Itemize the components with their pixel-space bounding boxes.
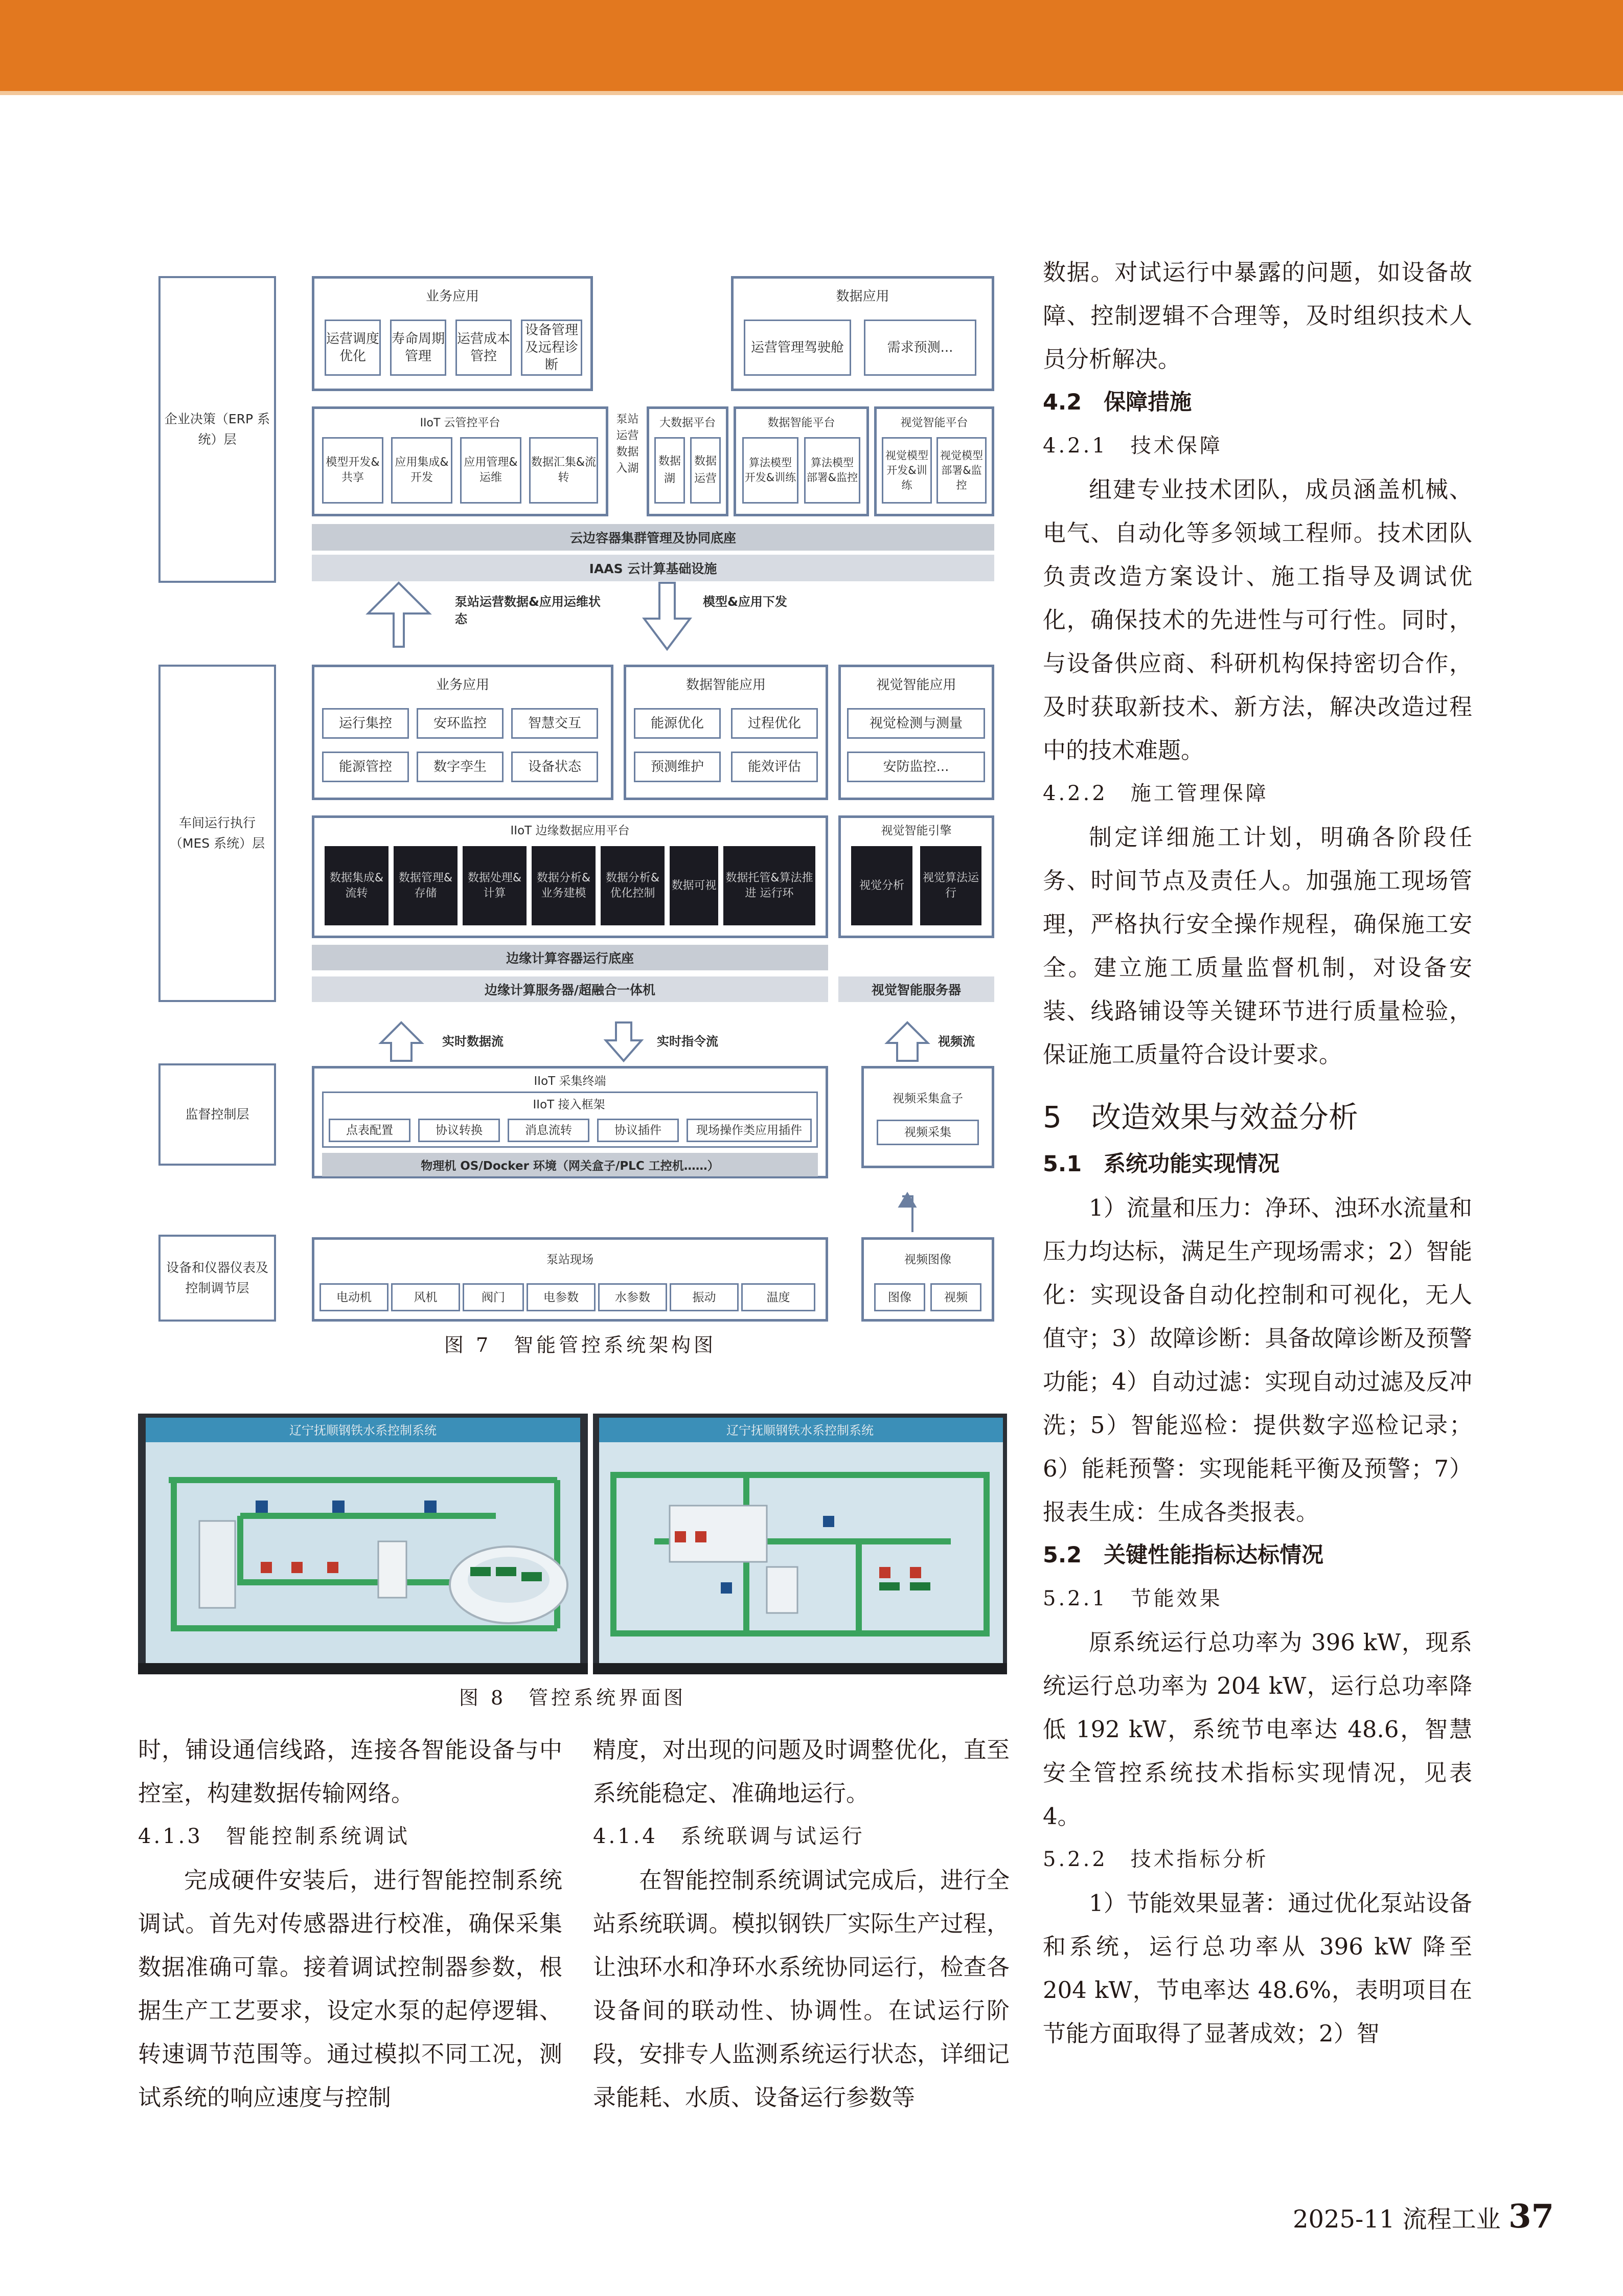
mes-vision-group: 视觉智能应用 视觉检测与测量 安防监控... xyxy=(838,665,994,800)
left-para-cont: 时，铺设通信线路，连接各智能设备与中控室，构建数据传输网络。 xyxy=(138,1736,562,1807)
sup-video-box: 视频采集盒子 视频采集 xyxy=(861,1066,994,1168)
field-video-image: 视频图像 图像 视频 xyxy=(861,1237,994,1322)
erp-data-intelligence: 数据智能平台 算法模型开发&训练 算法模型部署&监控 xyxy=(734,406,869,516)
erp-bigdata: 大数据平台 数据湖 数据运营 xyxy=(647,406,728,516)
mes-vision-engine: 视觉智能引擎 视觉分析 视觉算法运行 xyxy=(838,815,994,938)
mes-bar-edge-server: 边缘计算服务器/超融合一体机 xyxy=(312,976,828,1002)
hmi-title-left: 辽宁抚顺钢铁水系控制系统 xyxy=(289,1423,437,1438)
left-bottom-column xyxy=(138,1728,562,2119)
heading-5-2-2: 5.2.2 技术指标分析 xyxy=(1043,1848,1269,1871)
para-5-2-2: 1）节能效果显著：通过优化泵站设备和系统，运行总功率从 396 kW 降至 204 kW，节电率达 48.6%，表明项目在节能方面取得了显著成效；2）智 xyxy=(1043,1890,1472,2047)
mes-bar-vision-server: 视觉智能服务器 xyxy=(838,976,994,1002)
footer-journal: 流程工业 xyxy=(1402,2205,1501,2234)
sup-iiot-terminal: IIoT 采集终端 IIoT 接入框架 点表配置 协议转换 消息流转 协议插件 现场操作类应用插件 物理机 OS/Docker 环境（网关盒子/PLC 工控机……） xyxy=(312,1066,828,1178)
mid-para-cont: 精度，对出现的问题及时调整优化，直至系统能稳定、准确地运行。 xyxy=(593,1736,1010,1807)
arrow-up-label: 泵站运营数据&应用运维状态 xyxy=(455,595,601,626)
para-5-2-1: 原系统运行总功率为 396 kW，现系统运行总功率为 204 kW，运行总功率降低 192 kW，系统节电率达 48.6，智慧安全管控系统技术指标实现情况，见表 4。 xyxy=(1043,1629,1472,1830)
footer-issue: 2025-11 xyxy=(1292,2205,1395,2234)
mes-business-group: 业务应用 运行集控 安环监控 智慧交互 能源管控 数字孪生 设备状态 xyxy=(312,665,613,800)
arrow-down-label: 模型&应用下发 xyxy=(703,595,787,609)
page-number: 37 xyxy=(1508,2197,1554,2236)
flow-label: 泵站运营数据入湖 xyxy=(616,413,639,475)
layer-erp: 企业决策（ERP 系统）层 xyxy=(158,276,276,583)
hmi-title-right: 辽宁抚顺钢铁水系控制系统 xyxy=(726,1423,874,1438)
arrow-video-label: 视频流 xyxy=(938,1034,975,1049)
para-4-2-1: 组建专业技术团队，成员涵盖机械、电气、自动化等多领域工程师。技术团队负责改造方案设计、施工指导及调试优化，确保技术的先进性与可行性。同时，与设备供应商、科研机构保持密切合作，及时获取新技术、新方法，解决改造过程中的技术难题。 xyxy=(1043,476,1472,764)
erp-vision-platform: 视觉智能平台 视觉模型开发&训练 视觉模型部署&监控 xyxy=(874,406,994,516)
arrow-realtime-cmd-label: 实时指令流 xyxy=(657,1034,718,1049)
para-5-1: 1）流量和压力：净环、浊环水流量和压力均达标，满足生产现场需求；2）智能化：实现设备自动化控制和可视化，无人值守；3）故障诊断：具备故障诊断及预警功能；4）自动过滤：实现自动过滤及反冲洗；5）智能巡检：提供数字巡检记录；6）能耗预警：实现能耗平衡及预警；7）报表生成：生成各类报表。 xyxy=(1043,1194,1472,1526)
figure8-caption: 图 8 管控系统界面图 xyxy=(459,1687,687,1709)
mes-data-group: 数据智能应用 能源优化 过程优化 预测维护 能效评估 xyxy=(624,665,828,800)
erp-business-group: 业务应用 运营调度优化 寿命周期管理 运营成本管控 设备管理及远程诊断 xyxy=(312,276,593,391)
heading-5: 5 改造效果与效益分析 xyxy=(1043,1100,1358,1134)
heading-4-2-1: 4.2.1 技术保障 xyxy=(1043,434,1223,458)
heading-4-2-2: 4.2.2 施工管理保障 xyxy=(1043,782,1269,805)
heading-5-2-1: 5.2.1 节能效果 xyxy=(1043,1587,1223,1610)
layer-supervisory: 监督控制层 xyxy=(158,1063,276,1166)
layer-mes: 车间运行执行（MES 系统）层 xyxy=(158,665,276,1002)
header-band xyxy=(0,0,1623,91)
arrow-realtime-data-label: 实时数据流 xyxy=(442,1034,504,1049)
erp-bar-container: 云边容器集群管理及协同底座 xyxy=(312,524,994,551)
left-para-4-1-3: 完成硬件安装后，进行智能控制系统调试。首先对传感器进行校准，确保采集数据准确可靠。接着调试控制器参数，根据生产工艺要求，设定水泵的起停逻辑、转速调节范围等。通过模拟不同工况，测试系统的响应速度与控制 xyxy=(138,1867,562,2111)
heading-4-1-4: 4.1.4 系统联调与试运行 xyxy=(593,1825,865,1848)
heading-4-1-3: 4.1.3 智能控制系统调试 xyxy=(138,1825,410,1848)
page-footer xyxy=(1293,2197,1554,2236)
mid-para-4-1-4: 在智能控制系统调试完成后，进行全站系统联调。模拟钢铁厂实际生产过程，让浊环水和净环水系统协同运行，检查各设备间的联动性、协调性。在试运行阶段，安排专人监测系统运行状态，详细记录能耗、水质、设备运行参数等 xyxy=(593,1867,1010,2111)
layer-field: 设备和仪器仪表及控制调节层 xyxy=(158,1235,276,1322)
hmi-photo-left xyxy=(138,1414,588,1674)
sup-access-frame: IIoT 接入框架 点表配置 协议转换 消息流转 协议插件 现场操作类应用插件 xyxy=(322,1092,818,1148)
para-4-2-2: 制定详细施工计划，明确各阶段任务、时间节点及责任人。加强施工现场管理，严格执行安全操作规程，确保施工安全。建立施工质量监督机制，对设备安装、线路铺设等关键环节进行质量检验，保证施工质量符合设计要求。 xyxy=(1043,824,1472,1068)
field-pump-station: 泵站现场 电动机 风机 阀门 电参数 水参数 振动 温度 xyxy=(312,1237,828,1322)
erp-iiot-cloud: IIoT 云管控平台 模型开发&共享 应用集成&开发 应用管理&运维 数据汇集&流转 xyxy=(312,406,608,516)
heading-5-1: 5.1 系统功能实现情况 xyxy=(1043,1151,1280,1177)
hmi-photo-right xyxy=(593,1414,1007,1674)
right-column xyxy=(1043,251,1472,2055)
erp-bar-iaas: IAAS 云计算基础设施 xyxy=(312,555,994,581)
mes-bar-edge-container: 边缘计算容器运行底座 xyxy=(312,945,828,970)
architecture-diagram xyxy=(153,266,1007,1324)
figure7-caption: 图 7 智能管控系统架构图 xyxy=(444,1334,717,1356)
erp-data-group: 数据应用 运营管理驾驶舱 需求预测... xyxy=(731,276,994,391)
sup-env-bar: 物理机 OS/Docker 环境（网关盒子/PLC 工控机……） xyxy=(322,1153,818,1176)
header-band-rule xyxy=(0,91,1623,95)
mes-edge-platform: IIoT 边缘数据应用平台 数据集成&流转 数据管理&存储 数据处理&计算 数据分析&业务建模 数据分析&优化控制 数据可视 数据托管&算法推进 运行环 xyxy=(312,815,828,938)
mid-bottom-column xyxy=(593,1728,1010,2119)
heading-4-2: 4.2 保障措施 xyxy=(1043,390,1192,415)
right-para-cont: 数据。对试运行中暴露的问题，如设备故障、控制逻辑不合理等，及时组织技术人员分析解决。 xyxy=(1043,259,1472,373)
heading-5-2: 5.2 关键性能指标达标情况 xyxy=(1043,1542,1324,1568)
